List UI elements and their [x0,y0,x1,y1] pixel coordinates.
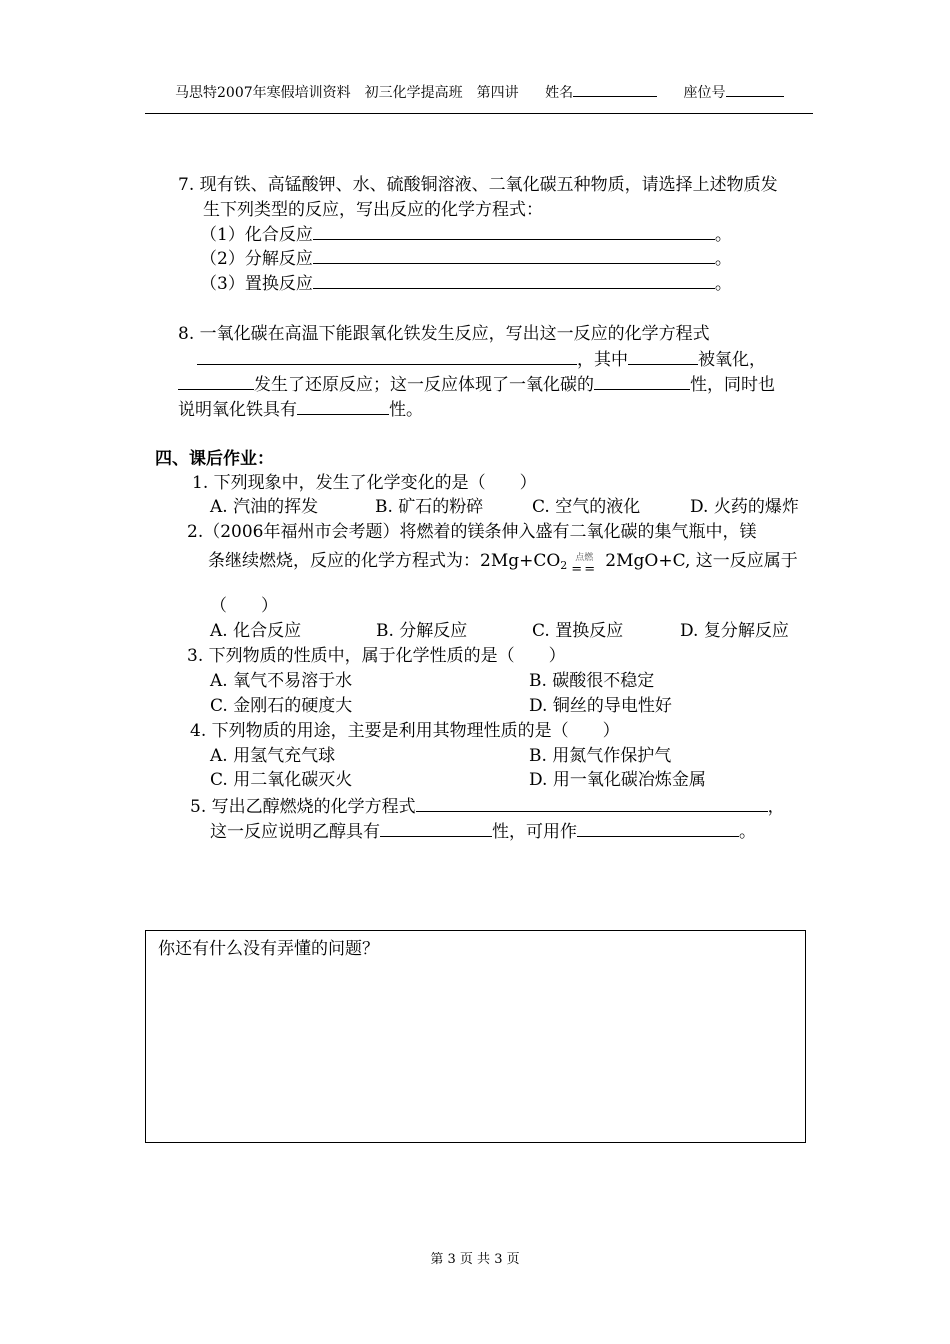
q7-item-label: （2）分解反应 [200,249,313,269]
header-divider [145,113,813,114]
hw-q3-option-a[interactable]: A. 氧气不易溶于水 [210,671,353,691]
questions-box-prompt: 你还有什么没有弄懂的问题？ [158,939,379,959]
hw-q5-line2 [210,819,756,844]
q8-property-blank[interactable] [594,372,690,390]
q8-text: 性。 [389,400,423,420]
hw-q4-stem: 4. 下列物质的用途，主要是利用其物理性质的是（ ） [190,721,620,741]
hw-q5-line1 [190,794,785,819]
questions-box[interactable] [145,930,806,1143]
hw-q5-use-blank[interactable] [577,819,739,837]
hw-q5-text: 。 [739,822,756,842]
equals-sign: == [571,561,598,577]
q7-answer-blank-2[interactable] [313,246,715,264]
q7-line2: 生下列类型的反应，写出反应的化学方程式： [203,200,543,220]
q8-reduced-blank[interactable] [178,372,254,390]
section-title: 四、课后作业： [155,449,274,469]
hw-q1-option-c[interactable]: C. 空气的液化 [532,497,641,517]
hw-q4-option-c[interactable]: C. 用二氧化碳灭火 [210,770,353,790]
q7-item-1 [200,222,732,247]
hw-q2-text: 条继续燃烧，反应的化学方程式为：2Mg+CO [208,551,561,571]
q8-equation-blank[interactable] [197,347,577,365]
hw-q1-stem: 1. 下列现象中，发生了化学变化的是（ ） [192,473,537,493]
q8-text: ，其中 [577,350,628,370]
hw-q1-option-d[interactable]: D. 火药的爆炸 [690,497,799,517]
hw-q3-option-d[interactable]: D. 铜丝的导电性好 [529,696,672,716]
q7-answer-blank-3[interactable] [313,271,715,289]
condition-label: 点燃 [575,552,594,563]
name-blank[interactable] [573,82,657,97]
page-footer: 第 3 页 共 3 页 [430,1252,520,1267]
q8-text: 说明氧化铁具有 [178,400,297,420]
hw-q4-option-b[interactable]: B. 用氮气作保护气 [529,746,672,766]
q8-line3 [178,372,775,397]
q8-line2 [197,347,766,372]
q8-text: 被氧化， [698,350,766,370]
name-label: 姓名 [545,85,574,101]
q7-item-label: （1）化合反应 [200,225,313,245]
page-header [175,82,784,102]
hw-q4-option-d[interactable]: D. 用一氧化碳冶炼金属 [529,770,706,790]
q7-answer-blank-1[interactable] [313,222,715,240]
q8-iron-oxide-blank[interactable] [297,397,389,415]
ignition-condition [567,552,605,577]
q7-item-label: （3）置换反应 [200,274,313,294]
q8-text: 发生了还原反应；这一反应体现了一氧化碳的 [254,375,594,395]
hw-q5-text: 这一反应说明乙醇具有 [210,822,380,842]
hw-q2-text: 2MgO+C, 这一反应属于 [605,551,798,571]
subscript: 2 [560,559,568,572]
q8-line4 [178,397,423,422]
q8-oxidized-blank[interactable] [628,347,698,365]
q8-text: 性，同时也 [690,375,775,395]
hw-q1-option-b[interactable]: B. 矿石的粉碎 [375,497,484,517]
hw-q2-paren: （ ） [210,596,278,616]
hw-q2-option-a[interactable]: A. 化合反应 [210,621,302,641]
seat-blank[interactable] [726,82,784,97]
hw-q3-option-c[interactable]: C. 金刚石的硬度大 [210,696,353,716]
hw-q2-line1: 2.（2006年福州市会考题）将燃着的镁条伸入盛有二氧化碳的集气瓶中，镁 [187,522,757,542]
hw-q1-option-a[interactable]: A. 汽油的挥发 [210,497,319,517]
hw-q2-option-b[interactable]: B. 分解反应 [376,621,468,641]
hw-q2-option-c[interactable]: C. 置换反应 [532,621,624,641]
hw-q2-line2 [208,549,798,578]
header-text: 马思特2007年寒假培训资料 初三化学提高班 第四讲 [175,85,519,101]
q7-item-2 [200,246,732,271]
q7-item-end: 。 [714,274,732,294]
q8-line1: 8. 一氧化碳在高温下能跟氧化铁发生反应，写出这一反应的化学方程式 [178,324,710,344]
hw-q2-option-d[interactable]: D. 复分解反应 [680,621,789,641]
hw-q5-text: ， [767,797,785,817]
hw-q3-option-b[interactable]: B. 碳酸很不稳定 [529,671,655,691]
hw-q3-stem: 3. 下列物质的性质中，属于化学性质的是（ ） [187,646,566,666]
q7-line1: 7. 现有铁、高锰酸钾、水、硫酸铜溶液、二氧化碳五种物质，请选择上述物质发 [178,175,778,195]
q7-item-end: 。 [714,249,732,269]
hw-q4-option-a[interactable]: A. 用氢气充气球 [210,746,336,766]
q7-item-3 [200,271,732,296]
q7-item-end: 。 [714,225,732,245]
hw-q5-text: 性，可用作 [492,822,577,842]
seat-label: 座位号 [683,85,726,101]
hw-q5-property-blank[interactable] [380,819,492,837]
hw-q5-equation-blank[interactable] [416,794,768,812]
hw-q5-text: 5. 写出乙醇燃烧的化学方程式 [190,797,416,817]
